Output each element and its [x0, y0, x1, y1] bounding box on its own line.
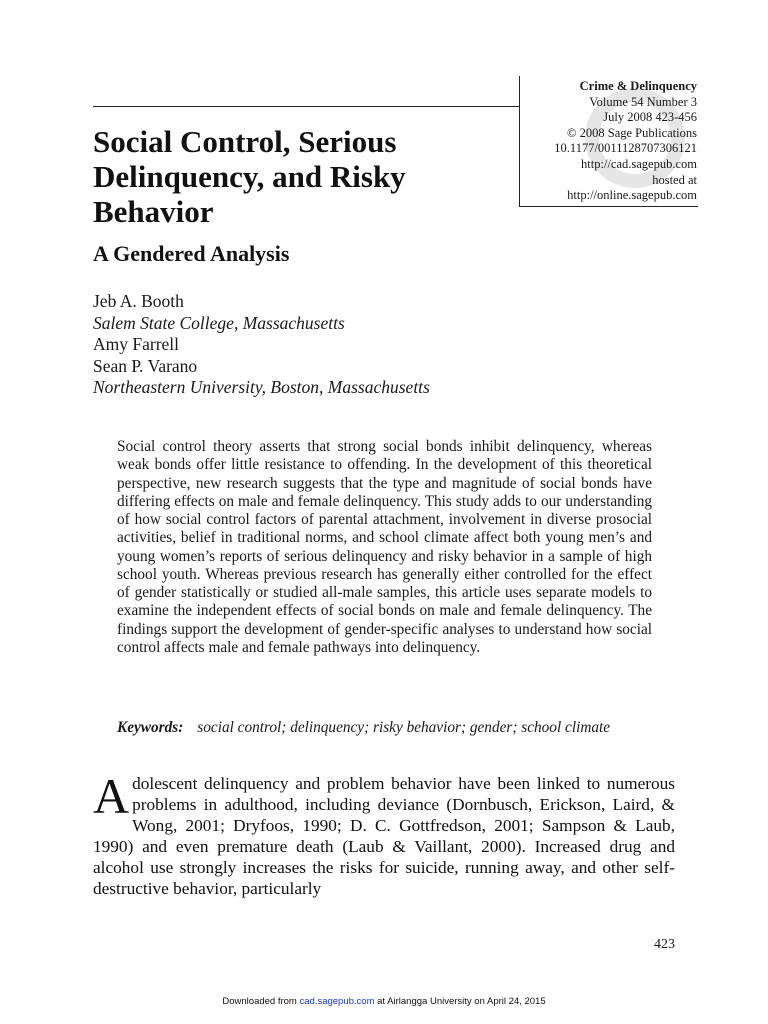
abstract: Social control theory asserts that strong social bonds inhibit delinquency, whereas weak bonds offer little resistance to offending. In the development of this theoretical perspective, new research suggests that the type and magnitude of social bonds have differing effects on male and female delinquency. This study adds to our understanding of how social control factors of parental attachment, involvement in diverse prosocial activities, belief in traditional norms, and school climate affect both young men’s and young women’s reports of serious delinquency and risky behavior in a sample of high school youth. Whereas previous research has generally either controlled for the effect of gender statistically or studied all-male samples, this article uses separate models to examine the independent effects of social bonds on male and female delinquency. The findings support the development of gender-specific analyses to understand how social control affects male and female pathways into delinquency. — [117, 438, 652, 656]
journal-name: Crime & Delinquency — [579, 79, 697, 93]
journal-doi: 10.1177/0011128707306121 — [554, 141, 697, 156]
author-name: Jeb A. Booth — [93, 291, 184, 311]
author-list — [93, 291, 430, 399]
author-affiliation: Northeastern University, Boston, Massachusetts — [93, 377, 430, 397]
download-suffix: at Airlangga University on April 24, 2015 — [374, 996, 546, 1007]
header-rule — [93, 106, 519, 107]
journal-hosted-at: hosted at — [652, 172, 697, 187]
journal-date-pages: July 2008 423-456 — [603, 110, 697, 125]
page-number: 423 — [654, 937, 675, 952]
author-name: Sean P. Varano — [93, 355, 198, 376]
body-paragraph — [93, 768, 675, 900]
author-name: Amy Farrell — [93, 334, 180, 354]
keywords-list: social control; delinquency; risky behavior; gender; school climate — [197, 719, 611, 736]
article-subtitle: A Gendered Analysis — [93, 241, 290, 266]
journal-volume: Volume 54 Number 3 — [589, 94, 697, 109]
download-prefix: Downloaded from — [222, 996, 300, 1007]
journal-copyright: © 2008 Sage Publications — [567, 125, 697, 140]
author-affiliation: Salem State College, Massachusetts — [93, 312, 345, 333]
body-text: dolescent delinquency and problem behavior have been linked to numerous problems in adulthood, including deviance (Dornbusch, Erickson, Laird, & Wong, 2001; Dryfoos, 1990; D. C. Gottfredson, 2001; Sampson & Laub, 1990) and even premature death (Laub & Vaillant, 2000). Increased drug and alcohol use strongly increases the risks for suicide, running away, and other self-destructive behavior, particularly — [93, 774, 675, 899]
download-note — [0, 996, 768, 1007]
journal-url[interactable]: http://cad.sagepub.com — [581, 156, 697, 171]
article-title: Social Control, Serious Delinquency, and Risky Behavior — [93, 124, 406, 229]
drop-cap: A — [93, 768, 130, 824]
download-link[interactable]: cad.sagepub.com — [299, 996, 375, 1007]
journal-host-url[interactable]: http://online.sagepub.com — [567, 188, 697, 203]
keywords — [117, 719, 610, 737]
keywords-label: Keywords: — [117, 719, 184, 736]
journal-info — [554, 79, 697, 204]
